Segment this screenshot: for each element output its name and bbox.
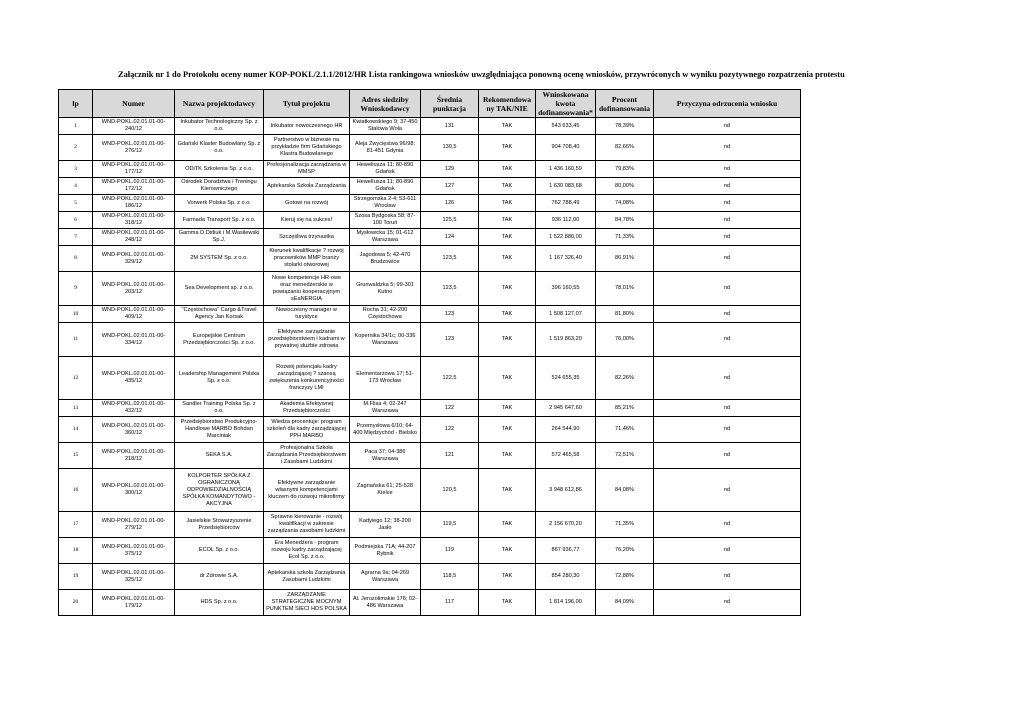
cell-kwota: 1 436 160,59 <box>536 161 596 178</box>
cell-srednia: 123 <box>421 306 479 323</box>
document-title: Załącznik nr 1 do Protokołu oceny numer KOP-POKL/2.1.1/2012/HR Lista rankingowa wniosków uwzględniająca ponowną ocenę wniosków, przywróconych w wyniku pozytywnego rozpatrzenia protestu <box>118 70 845 79</box>
cell-przyczyna: nd <box>654 212 801 229</box>
cell-rekomendowany: TAK <box>479 564 536 590</box>
cell-procent: 71,46% <box>596 417 654 443</box>
cell-srednia: 119,5 <box>421 512 479 538</box>
cell-lp: 10 <box>59 306 93 323</box>
cell-numer: WND-POKL.02.01.01-00-360/12 <box>93 417 175 443</box>
cell-tytul: Sprawne kierowanie - rozwój kwalifikacji w zakresie zarządzania zasobami ludzkimi <box>264 512 350 538</box>
cell-tytul: Efektywne zarządzanie przedsiębiorstwem i kadrami w prywatnej służbie zdrowia <box>264 323 350 357</box>
cell-przyczyna: nd <box>654 538 801 564</box>
cell-numer: WND-POKL.02.01.01-00-240/12 <box>93 118 175 135</box>
cell-procent: 71,33% <box>596 229 654 246</box>
cell-srednia: 120,5 <box>421 469 479 512</box>
cell-przyczyna: nd <box>654 135 801 161</box>
cell-kwota: 1 508 127,07 <box>536 306 596 323</box>
cell-srednia: 123,5 <box>421 272 479 306</box>
table-row <box>59 246 801 272</box>
header-przyczyna: Przyczyna odrzucenia wniosku <box>654 90 801 118</box>
cell-rekomendowany: TAK <box>479 323 536 357</box>
cell-tytul: Inkubator nowoczesnego HR <box>264 118 350 135</box>
cell-tytul: Profesjonalizacja zarządzania w MMSP <box>264 161 350 178</box>
cell-tytul: Nowe kompetencje HR-owe oraz menedżerskie w powiązaniu kooperacyjnym sEaNERGIA <box>264 272 350 306</box>
table-row <box>59 417 801 443</box>
cell-adres: Zagnańska 61; 25-528 Kielce <box>350 469 421 512</box>
cell-przyczyna: nd <box>654 512 801 538</box>
cell-procent: 82,66% <box>596 135 654 161</box>
table-row <box>59 590 801 616</box>
cell-adres: Grunwaldzka 5; 99-301 Kutno <box>350 272 421 306</box>
cell-przyczyna: nd <box>654 469 801 512</box>
cell-adres: Heweliusza 11; 80-890 Gdańsk <box>350 161 421 178</box>
cell-rekomendowany: TAK <box>479 469 536 512</box>
cell-srednia: 124 <box>421 229 479 246</box>
cell-procent: 80,00% <box>596 178 654 195</box>
cell-lp: 17 <box>59 512 93 538</box>
cell-procent: 84,78% <box>596 212 654 229</box>
table-row <box>59 178 801 195</box>
cell-kwota: 524 655,35 <box>536 357 596 400</box>
cell-procent: 85,21% <box>596 400 654 417</box>
cell-srednia: 130,5 <box>421 135 479 161</box>
cell-przyczyna: nd <box>654 195 801 212</box>
cell-srednia: 123,5 <box>421 246 479 272</box>
cell-adres: Szosa Bydgoska 58; 87-100 Toruń <box>350 212 421 229</box>
header-adres: Adres siedziby Wnioskodawcy <box>350 90 421 118</box>
cell-numer: WND-POKL.02.01.01-00-435/12 <box>93 357 175 400</box>
cell-rekomendowany: TAK <box>479 538 536 564</box>
cell-adres: Al. Jerozolimskie 176; 02-486 Warszawa <box>350 590 421 616</box>
cell-procent: 72,51% <box>596 443 654 469</box>
cell-procent: 76,00% <box>596 323 654 357</box>
cell-nazwa: ECOL Sp. z o.o. <box>175 538 264 564</box>
cell-numer: WND-POKL.02.01.01-00-203/12 <box>93 272 175 306</box>
cell-nazwa: KOLPORTER SPÓŁKA Z OGRANICZONĄ ODPOWIEDZIALNOŚCIĄ SPÓŁKA KOMANDYTOWO - AKCYJNA <box>175 469 264 512</box>
cell-lp: 1 <box>59 118 93 135</box>
table-row <box>59 512 801 538</box>
cell-numer: WND-POKL.02.01.01-00-186/12 <box>93 195 175 212</box>
cell-kwota: 572 465,58 <box>536 443 596 469</box>
cell-lp: 3 <box>59 161 93 178</box>
cell-nazwa: Vorwerk Polska Sp. z o.o. <box>175 195 264 212</box>
cell-numer: WND-POKL.02.01.01-00-432/12 <box>93 400 175 417</box>
cell-numer: WND-POKL.02.01.01-00-334/12 <box>93 323 175 357</box>
header-kwota: Wnioskowana kwota dofinansowania* <box>536 90 596 118</box>
cell-procent: 78,01% <box>596 272 654 306</box>
cell-kwota: 1 167 326,40 <box>536 246 596 272</box>
cell-rekomendowany: TAK <box>479 400 536 417</box>
cell-numer: WND-POKL.02.01.01-00-248/12 <box>93 229 175 246</box>
cell-nazwa: Europejskie Centrum Przedsiębiorczości Sp. z o.o. <box>175 323 264 357</box>
cell-lp: 7 <box>59 229 93 246</box>
cell-procent: 84,09% <box>596 590 654 616</box>
cell-tytul: Kierunek kwalifikacje ? rozwój pracowników MMP branży stolarki otworowej <box>264 246 350 272</box>
cell-kwota: 1 814 196,00 <box>536 590 596 616</box>
cell-tytul: Gotowi na rozwój <box>264 195 350 212</box>
cell-numer: WND-POKL.02.01.01-00-318/12 <box>93 212 175 229</box>
cell-adres: Mysłowicka 15; 01-612 Warszawa <box>350 229 421 246</box>
table-row <box>59 469 801 512</box>
cell-adres: Elementarzowa 17; 51-173 Wrocław <box>350 357 421 400</box>
cell-tytul: Partnerstwo w biznesie na przykładzie firm Gdańskiego Klastra Budowlanego <box>264 135 350 161</box>
cell-srednia: 119 <box>421 538 479 564</box>
cell-lp: 9 <box>59 272 93 306</box>
cell-numer: WND-POKL.02.01.01-00-179/12 <box>93 590 175 616</box>
cell-nazwa: Sea Development sp. z o.o. <box>175 272 264 306</box>
cell-adres: Jagodowa 5; 42-470 Brudzowice <box>350 246 421 272</box>
table-row <box>59 357 801 400</box>
cell-kwota: 1 519 863,20 <box>536 323 596 357</box>
ranking-table <box>58 89 801 616</box>
cell-adres: Przemysłowa 6/10; 64-400 Międzychód - Bielsko <box>350 417 421 443</box>
cell-procent: 76,20% <box>596 538 654 564</box>
cell-rekomendowany: TAK <box>479 135 536 161</box>
cell-lp: 18 <box>59 538 93 564</box>
table-row <box>59 538 801 564</box>
cell-numer: WND-POKL.02.01.01-00-329/12 <box>93 246 175 272</box>
cell-tytul: Szczęśliwa trzynastka <box>264 229 350 246</box>
cell-rekomendowany: TAK <box>479 590 536 616</box>
cell-numer: WND-POKL.02.01.01-00-409/12 <box>93 306 175 323</box>
cell-rekomendowany: TAK <box>479 118 536 135</box>
cell-procent: 82,26% <box>596 357 654 400</box>
cell-lp: 12 <box>59 357 93 400</box>
cell-nazwa: Gdański Klaster Budowlany Sp. z o.o. <box>175 135 264 161</box>
cell-adres: Rocha 31; 42-200 Częstochowa <box>350 306 421 323</box>
cell-numer: WND-POKL.02.01.01-00-279/12 <box>93 512 175 538</box>
cell-adres: Podmiejska 71A; 44-207 Rybnik <box>350 538 421 564</box>
cell-rekomendowany: TAK <box>479 212 536 229</box>
cell-przyczyna: nd <box>654 417 801 443</box>
header-lp: lp <box>59 90 93 118</box>
cell-procent: 86,91% <box>596 246 654 272</box>
cell-lp: 11 <box>59 323 93 357</box>
cell-lp: 15 <box>59 443 93 469</box>
cell-nazwa: Farmada Transport Sp. z o.o. <box>175 212 264 229</box>
table-row <box>59 161 801 178</box>
cell-tytul: Era Menedżera - program rozwoju kadry zarządzającej Ecol Sp. z o.o. <box>264 538 350 564</box>
cell-tytul: Nowoczesny manager w turystyce <box>264 306 350 323</box>
cell-kwota: 854 280,30 <box>536 564 596 590</box>
cell-nazwa: "Częstochowa" Cargo &Travel Agency Jan Korsak <box>175 306 264 323</box>
cell-rekomendowany: TAK <box>479 161 536 178</box>
cell-kwota: 1 522 880,00 <box>536 229 596 246</box>
cell-tytul: Profesjonalna Szkoła Zarządzania Przedsiębiorstwem i Zasobami Ludzkimi <box>264 443 350 469</box>
cell-adres: Kopernika 34/1c; 00-336 Warszawa <box>350 323 421 357</box>
cell-przyczyna: nd <box>654 323 801 357</box>
cell-rekomendowany: TAK <box>479 357 536 400</box>
cell-kwota: 904 708,40 <box>536 135 596 161</box>
table-row <box>59 306 801 323</box>
cell-lp: 13 <box>59 400 93 417</box>
cell-tytul: Kieruj się na sukces! <box>264 212 350 229</box>
cell-tytul: Akademia Efektywnej Przedsiębiorczości <box>264 400 350 417</box>
cell-przyczyna: nd <box>654 229 801 246</box>
cell-rekomendowany: TAK <box>479 229 536 246</box>
cell-procent: 81,80% <box>596 306 654 323</box>
cell-przyczyna: nd <box>654 178 801 195</box>
header-procent: Procent dofinansowania <box>596 90 654 118</box>
cell-adres: Kwiatkowskiego 9; 37-450 Stalowa Wola <box>350 118 421 135</box>
cell-numer: WND-POKL.02.01.01-00-375/12 <box>93 538 175 564</box>
cell-przyczyna: nd <box>654 564 801 590</box>
cell-nazwa: HDS Sp. z o.o. <box>175 590 264 616</box>
table-row <box>59 212 801 229</box>
cell-nazwa: ODiTK Szkolenia Sp. z o.o. <box>175 161 264 178</box>
cell-kwota: 3 948 612,86 <box>536 469 596 512</box>
table-row <box>59 272 801 306</box>
cell-tytul: Wiedza procentuje: program szkoleń dla kadry zarządzającej PPH MARBO <box>264 417 350 443</box>
table-row <box>59 118 801 135</box>
cell-lp: 16 <box>59 469 93 512</box>
cell-procent: 71,35% <box>596 512 654 538</box>
cell-procent: 79,83% <box>596 161 654 178</box>
cell-numer: WND-POKL.02.01.01-00-300/12 <box>93 469 175 512</box>
cell-srednia: 121 <box>421 443 479 469</box>
table-row <box>59 135 801 161</box>
cell-srednia: 118,5 <box>421 564 479 590</box>
table-header-row <box>59 90 801 118</box>
header-srednia: Średnia punktacja <box>421 90 479 118</box>
cell-srednia: 122 <box>421 417 479 443</box>
cell-nazwa: 2M SYSTEM Sp. z o.o. <box>175 246 264 272</box>
table-row <box>59 229 801 246</box>
cell-srednia: 129 <box>421 161 479 178</box>
cell-nazwa: Jasielskie Stowarzyszenie Przedsiębiorców <box>175 512 264 538</box>
header-tytul: Tytuł projektu <box>264 90 350 118</box>
cell-rekomendowany: TAK <box>479 195 536 212</box>
cell-adres: Paca 37; 04-386 Warszawa <box>350 443 421 469</box>
cell-lp: 2 <box>59 135 93 161</box>
cell-rekomendowany: TAK <box>479 306 536 323</box>
cell-nazwa: Gamma D.Didiuk i M.Wasilewski Sp.J. <box>175 229 264 246</box>
header-rekomendowany: Rekomendowa ny TAK/NIE <box>479 90 536 118</box>
cell-adres: M.Flisa 4; 02-247 Warszawa <box>350 400 421 417</box>
cell-przyczyna: nd <box>654 443 801 469</box>
cell-rekomendowany: TAK <box>479 443 536 469</box>
cell-przyczyna: nd <box>654 400 801 417</box>
cell-srednia: 126 <box>421 195 479 212</box>
cell-rekomendowany: TAK <box>479 512 536 538</box>
table-row <box>59 195 801 212</box>
cell-nazwa: Przedsiębiorstwo Produkcyjno-Handlowe MARBO Bohdan Marciniak <box>175 417 264 443</box>
table-row <box>59 443 801 469</box>
cell-przyczyna: nd <box>654 590 801 616</box>
cell-kwota: 396 160,55 <box>536 272 596 306</box>
cell-adres: Agrarna 9a; 04-269 Warszawa <box>350 564 421 590</box>
cell-rekomendowany: TAK <box>479 178 536 195</box>
cell-numer: WND-POKL.02.01.01-00-172/12 <box>93 178 175 195</box>
cell-nazwa: Inkubator Technologiczny Sp. z o.o. <box>175 118 264 135</box>
cell-srednia: 122 <box>421 400 479 417</box>
cell-tytul: Efektywne zarządzanie własnymi kompetencjami kluczem do rozwoju mikrofirmy <box>264 469 350 512</box>
cell-adres: HewelIusza 11; 80-890 Gdańsk <box>350 178 421 195</box>
table-row <box>59 564 801 590</box>
cell-lp: 8 <box>59 246 93 272</box>
cell-rekomendowany: TAK <box>479 246 536 272</box>
cell-kwota: 867 936,77 <box>536 538 596 564</box>
cell-srednia: 127 <box>421 178 479 195</box>
cell-adres: Kadyiego 12; 38-200 Jasło <box>350 512 421 538</box>
cell-kwota: 543 633,45 <box>536 118 596 135</box>
cell-adres: Strzegomska 2-4; 53-611 Wrocław <box>350 195 421 212</box>
cell-kwota: 1 630 083,68 <box>536 178 596 195</box>
cell-numer: WND-POKL.02.01.01-00-177/12 <box>93 161 175 178</box>
header-numer: Numer <box>93 90 175 118</box>
cell-przyczyna: nd <box>654 118 801 135</box>
cell-procent: 78,39% <box>596 118 654 135</box>
table-row <box>59 323 801 357</box>
cell-srednia: 123 <box>421 323 479 357</box>
cell-kwota: 2 945 647,60 <box>536 400 596 417</box>
cell-przyczyna: nd <box>654 246 801 272</box>
cell-srednia: 122,5 <box>421 357 479 400</box>
cell-numer: WND-POKL.02.01.01-00-218/12 <box>93 443 175 469</box>
cell-tytul: Rozwój potencjału kadry zarządzającej ? szansą zwiększenia konkurencyjności franczyzy LMI <box>264 357 350 400</box>
cell-lp: 5 <box>59 195 93 212</box>
cell-lp: 14 <box>59 417 93 443</box>
cell-kwota: 936 112,00 <box>536 212 596 229</box>
cell-lp: 19 <box>59 564 93 590</box>
cell-lp: 4 <box>59 178 93 195</box>
cell-nazwa: dr Zdrowie S.A. <box>175 564 264 590</box>
cell-kwota: 264 544,90 <box>536 417 596 443</box>
cell-tytul: Aptekarska szkoła Zarządzania Zasobami Ludzkimi <box>264 564 350 590</box>
cell-lp: 20 <box>59 590 93 616</box>
cell-nazwa: Leadership Management Polska Sp. z o.o. <box>175 357 264 400</box>
cell-kwota: 762 788,49 <box>536 195 596 212</box>
table-row <box>59 400 801 417</box>
cell-rekomendowany: TAK <box>479 272 536 306</box>
cell-numer: WND-POKL.02.01.01-00-325/12 <box>93 564 175 590</box>
header-nazwa: Nazwa projektodawcy <box>175 90 264 118</box>
cell-nazwa: Sandler Training Polska Sp. z o.o. <box>175 400 264 417</box>
cell-adres: Aleja Zwycięstwa 96/98; 81-451 Gdynia <box>350 135 421 161</box>
cell-srednia: 125,5 <box>421 212 479 229</box>
cell-nazwa: Ośrodek Doradztwa i Treningu Kierowniczego <box>175 178 264 195</box>
cell-procent: 72,88% <box>596 564 654 590</box>
cell-przyczyna: nd <box>654 357 801 400</box>
cell-kwota: 2 156 670,20 <box>536 512 596 538</box>
cell-przyczyna: nd <box>654 161 801 178</box>
cell-rekomendowany: TAK <box>479 417 536 443</box>
cell-procent: 84,08% <box>596 469 654 512</box>
cell-procent: 74,08% <box>596 195 654 212</box>
cell-srednia: 117 <box>421 590 479 616</box>
cell-lp: 6 <box>59 212 93 229</box>
cell-tytul: ZARZĄDZANIE STRATEGICZNE MOCNYM PUNKTEM SIECI HDS POLSKA <box>264 590 350 616</box>
cell-numer: WND-POKL.02.01.01-00-276/12 <box>93 135 175 161</box>
cell-srednia: 131 <box>421 118 479 135</box>
cell-tytul: Aptekarska Szkoła Zarządzania <box>264 178 350 195</box>
cell-przyczyna: nd <box>654 306 801 323</box>
cell-przyczyna: nd <box>654 272 801 306</box>
cell-nazwa: SEKA S.A. <box>175 443 264 469</box>
